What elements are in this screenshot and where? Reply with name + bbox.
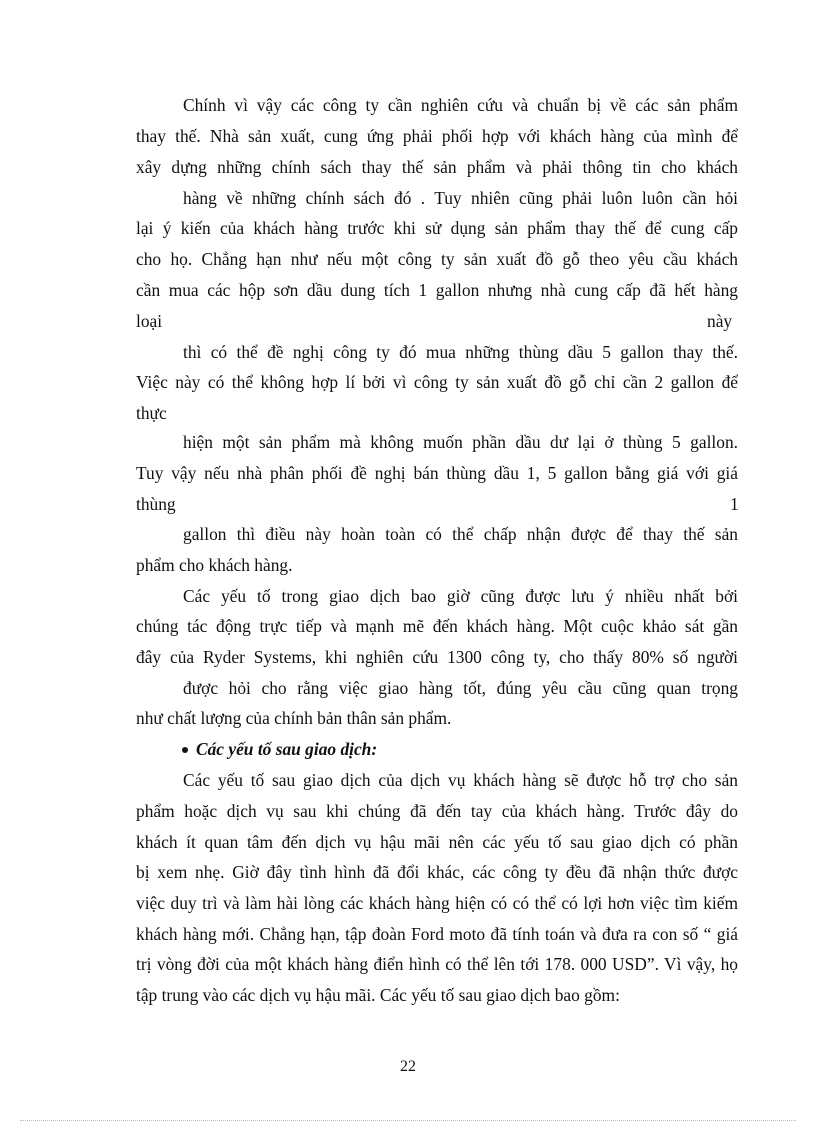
text-line: hàng về những chính sách đó . Tuy nhiên cũng phải luôn luôn cần hỏi — [183, 188, 738, 208]
text-line: chúng tác động trực tiếp và mạnh mẽ đến khách hàng. Một cuộc khảo sát gần — [136, 616, 738, 636]
text-line: Tuy vậy nếu nhà phân phối đề nghị bán thùng dầu 1, 5 gallon bằng giá với giá — [136, 463, 738, 483]
text-line: thay thế. Nhà sản xuất, cung ứng phải phối hợp với khách hàng của mình để — [136, 126, 738, 146]
section-heading-text: Các yếu tố sau giao dịch: — [196, 739, 378, 759]
text-line: lại ý kiến của khách hàng trước khi sử dụng sản phẩm thay thế để cung cấp — [136, 218, 738, 238]
text-line: xây dựng những chính sách thay thế sản phẩm và phải thông tin cho khách — [136, 157, 738, 177]
text-line: Các yếu tố trong giao dịch bao giờ cũng được lưu ý nhiều nhất bởi — [183, 586, 738, 606]
text-line: được hỏi cho rằng việc giao hàng tốt, đúng yêu cầu cũng quan trọng — [183, 678, 738, 698]
text-line: bị xem nhẹ. Giờ đây tình hình đã đổi khác, các công ty đều đã nhận thức được — [136, 862, 738, 882]
text-line: Các yếu tố sau giao dịch của dịch vụ khách hàng sẽ được hỗ trợ cho sản — [183, 770, 738, 790]
text-line: thì có thể đề nghị công ty đó mua những thùng dầu 5 gallon thay thế. — [183, 342, 738, 362]
text-line: gallon thì điều này hoàn toàn có thể chấp nhận được để thay thế sản — [183, 524, 738, 544]
text-line: cần mua các hộp sơn dầu dung tích 1 gallon nhưng nhà cung cấp đã hết hàng — [136, 280, 738, 300]
text-line: việc duy trì và làm hài lòng các khách hàng hiện có có thể có lợi hơn việc tìm kiếm — [136, 893, 738, 913]
text-line: như chất lượng của chính bản thân sản phẩm. — [136, 708, 452, 728]
page-border — [20, 1120, 796, 1121]
text-line: Việc này có thể không hợp lí bởi vì công ty sản xuất đồ gỗ chỉ cần 2 gallon để — [136, 372, 738, 392]
text-line: khách ít quan tâm đến dịch vụ hậu mãi nên các yếu tố sau giao dịch có phần — [136, 832, 738, 852]
section-heading — [182, 737, 377, 761]
text-line: phẩm hoặc dịch vụ sau khi chúng đã đến tay của khách hàng. Trước đây do — [136, 801, 738, 821]
text-line-end: 1 — [730, 494, 739, 514]
text-line: thực — [136, 403, 167, 423]
text-line: hiện một sản phẩm mà không muốn phần dầu dư lại ở thùng 5 gallon. — [183, 432, 738, 452]
text-line: đây của Ryder Systems, khi nghiên cứu 1300 công ty, cho thấy 80% số người — [136, 647, 738, 667]
text-line-start: loại — [136, 311, 163, 331]
bullet-icon — [182, 747, 188, 753]
text-line: cho họ. Chẳng hạn như nếu một công ty sản xuất đồ gỗ theo yêu cầu khách — [136, 249, 738, 269]
text-line: trị vòng đời của một khách hàng điển hình có thể lên tới 178. 000 USD”. Vì vậy, họ — [136, 954, 738, 974]
text-line: phẩm cho khách hàng. — [136, 555, 293, 575]
text-line-start: thùng — [136, 494, 176, 514]
text-line: tập trung vào các dịch vụ hậu mãi. Các yếu tố sau giao dịch bao gồm: — [136, 985, 620, 1005]
text-line: khách hàng mới. Chẳng hạn, tập đoàn Ford moto đã tính toán và đưa ra con số “ giá — [136, 924, 738, 944]
page-number: 22 — [400, 1058, 416, 1075]
text-line: Chính vì vậy các công ty cần nghiên cứu và chuẩn bị về các sản phẩm — [183, 95, 738, 115]
text-line-end: này — [707, 311, 733, 331]
